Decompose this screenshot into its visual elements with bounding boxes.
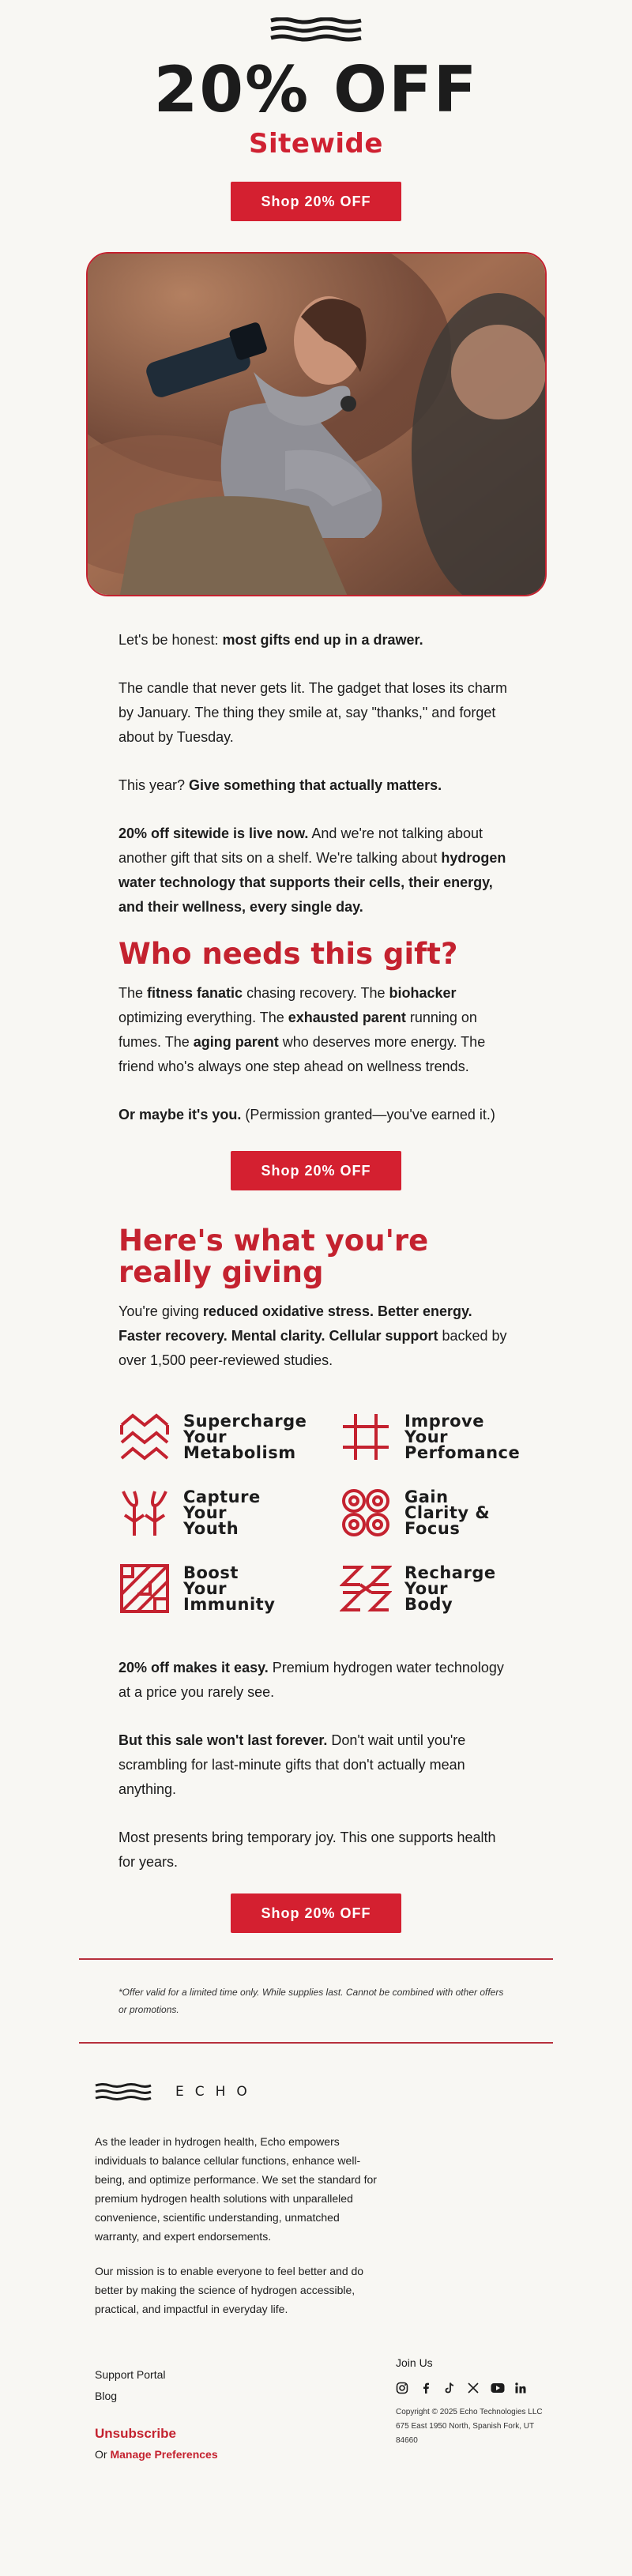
benefit-youth <box>118 1487 340 1539</box>
recharge-icon <box>340 1563 392 1615</box>
youth-icon <box>118 1487 171 1539</box>
giving-paragraph <box>118 1299 514 1373</box>
who-bold: biohacker <box>389 985 457 1001</box>
benefit-immunity <box>118 1563 340 1615</box>
who-paragraph <box>118 981 514 1079</box>
unsubscribe-link[interactable]: Unsubscribe <box>95 2426 176 2441</box>
social-icons <box>396 2380 546 2396</box>
support-portal-link[interactable]: Support Portal <box>95 2368 166 2381</box>
who-copy <box>118 981 514 1127</box>
who-text: who deserves more energy. The friend who's always one step ahead on wellness trends. <box>118 1034 486 1074</box>
shop-button-top[interactable]: Shop 20% OFF <box>231 182 401 221</box>
benefit-label: Gain Clarity & Focus <box>404 1487 491 1538</box>
closing-text: Don't wait until you're scrambling for last-minute gifts that don't actually mean anything. <box>118 1732 466 1797</box>
who-text: chasing recovery. The <box>243 985 389 1001</box>
who-bold: exhausted parent <box>288 1010 406 1025</box>
maybe-bold: Or maybe it's you. <box>118 1107 242 1123</box>
closing-text: Premium hydrogen water technology at a price you rarely see. <box>118 1660 504 1700</box>
about-paragraph-2: Our mission is to enable everyone to feel better and do better by making the science of hydrogen accessible, practical, and impactful in everyday life. <box>95 2265 364 2315</box>
social-block <box>396 2356 546 2448</box>
giving-heading: Here's what you're really giving <box>118 1224 429 1289</box>
giving-text: backed by over 1,500 peer-reviewed studies. <box>118 1328 507 1368</box>
copyright-block <box>396 2405 546 2448</box>
shop-button-middle[interactable]: Shop 20% OFF <box>231 1151 401 1190</box>
intro-copy <box>118 628 514 919</box>
intro-paragraph-2: The candle that never gets lit. The gadget that loses its charm by January. The thing they smile at, say "thanks," and forget about by Tuesday. <box>118 680 507 745</box>
blog-link[interactable]: Blog <box>95 2390 118 2402</box>
closing-bold: But this sale won't last forever. <box>118 1732 328 1748</box>
intro-paragraph-3 <box>118 773 514 798</box>
linkedin-icon[interactable] <box>514 2380 538 2396</box>
benefit-label: Recharge Your Body <box>404 1563 496 1614</box>
intro-bold: 20% off sitewide is live now. <box>118 825 309 841</box>
who-heading: Who needs this gift? <box>118 937 458 971</box>
hero-title: 20% OFF <box>153 53 479 126</box>
closing-copy <box>118 1656 514 1875</box>
closing-paragraph-3: Most presents bring temporary joy. This one supports health for years. <box>118 1830 496 1870</box>
echo-logo[interactable] <box>0 0 632 43</box>
hero-subtitle: Sitewide <box>249 128 383 160</box>
benefit-label: Boost Your Immunity <box>183 1563 276 1614</box>
address-text: 675 East 1950 North, Spanish Fork, UT 84660 <box>396 2422 534 2445</box>
who-text: running on fumes. The <box>118 1010 477 1050</box>
shop-button-bottom[interactable]: Shop 20% OFF <box>231 1893 401 1933</box>
copyright-text: Copyright © 2025 Echo Technologies LLC <box>396 2408 543 2416</box>
preferences-line <box>95 2444 218 2465</box>
or-text: Or <box>95 2448 111 2461</box>
immunity-icon <box>118 1563 171 1615</box>
who-bold: aging parent <box>193 1034 279 1050</box>
giving-bold: reduced oxidative stress. Better energy. Faster recovery. Mental clarity. Cellular support <box>118 1303 472 1344</box>
about-paragraph-1: As the leader in hydrogen health, Echo empowers individuals to balance cellular functions, enhance well-being, and optimize performance. We set the standard for premium hydrogen health solutions with unparalleled convenience, scientific understanding, unmatched warranty, and expert endorsements. <box>95 2135 377 2243</box>
giving-text: You're giving <box>118 1303 203 1319</box>
x-icon[interactable] <box>467 2380 491 2396</box>
echo-waves-icon <box>95 2083 152 2100</box>
woman-drinking-water-image <box>88 254 547 596</box>
intro-text: Let's be honest: <box>118 632 223 648</box>
disclaimer: *Offer valid for a limited time only. While supplies last. Cannot be combined with other offers or promotions. <box>118 1987 504 2015</box>
intro-text: And we're not talking about another gift that sits on a shelf. We're talking about <box>118 825 483 866</box>
maybe-text: (Permission granted—you've earned it.) <box>241 1107 495 1123</box>
benefits-grid <box>118 1411 529 1615</box>
intro-text: This year? <box>118 777 190 793</box>
footer-about <box>95 2132 387 2318</box>
intro-paragraph-1 <box>118 628 514 652</box>
closing-bold: 20% off makes it easy. <box>118 1660 269 1675</box>
footer-logo[interactable] <box>95 2083 632 2100</box>
footer-brand: ECHO <box>175 2084 258 2100</box>
benefit-label: Supercharge Your Metabolism <box>183 1412 307 1462</box>
benefit-label: Improve Your Perfomance <box>404 1412 521 1462</box>
who-bold: fitness fanatic <box>147 985 243 1001</box>
clarity-icon <box>340 1487 392 1539</box>
who-text: optimizing everything. The <box>118 1010 288 1025</box>
who-text: The <box>118 985 148 1001</box>
benefit-metabolism <box>118 1411 340 1463</box>
tiktok-icon[interactable] <box>443 2380 467 2396</box>
join-us-label: Join Us <box>396 2356 433 2369</box>
closing-paragraph-1 <box>118 1656 514 1705</box>
maybe-paragraph <box>118 1103 514 1127</box>
benefit-performance <box>340 1411 529 1463</box>
hero-photo[interactable] <box>86 252 547 596</box>
intro-bold: most gifts end up in a drawer. <box>222 632 423 648</box>
footer-bottom <box>0 2334 632 2476</box>
metabolism-icon <box>118 1411 171 1463</box>
closing-paragraph-2 <box>118 1728 514 1802</box>
benefit-label: Capture Your Youth <box>183 1487 261 1538</box>
benefit-clarity <box>340 1487 529 1539</box>
intro-bold: Give something that actually matters. <box>189 777 442 793</box>
intro-bold: hydrogen water technology that supports their cells, their energy, and their wellness, every single day. <box>118 850 506 915</box>
manage-preferences-link[interactable]: Manage Preferences <box>110 2448 218 2461</box>
echo-waves-icon <box>269 17 363 43</box>
benefit-recharge <box>340 1563 529 1615</box>
performance-icon <box>340 1411 392 1463</box>
giving-copy <box>118 1299 514 1373</box>
instagram-icon[interactable] <box>396 2380 419 2396</box>
youtube-icon[interactable] <box>491 2380 514 2396</box>
intro-paragraph-4 <box>118 822 514 919</box>
facebook-icon[interactable] <box>419 2380 443 2396</box>
footer-links <box>95 2364 218 2465</box>
